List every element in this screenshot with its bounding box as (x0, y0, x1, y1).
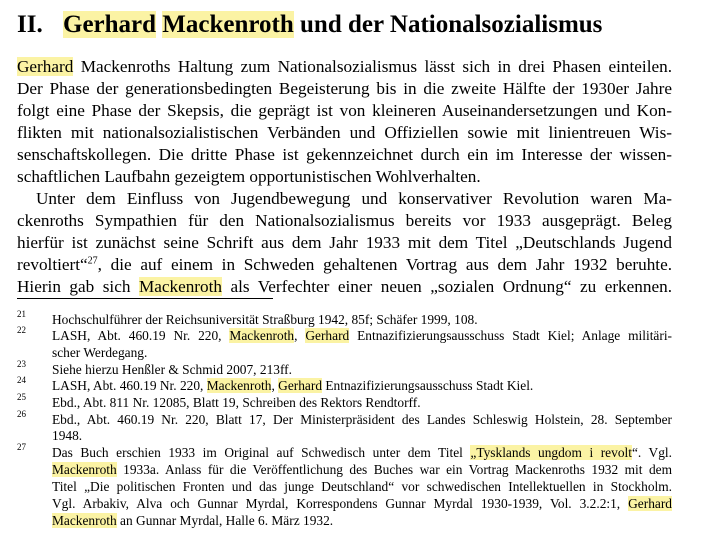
footnote-number: 26 (17, 409, 26, 419)
paragraph-2-line-5 (17, 276, 672, 298)
footnote-23-text: Siehe hierzu Henßler & Schmid 2007, 213ff. (52, 362, 292, 377)
footnote-22-line-1 (52, 327, 672, 344)
footnote-22-line-2: scher Werdegang. (52, 345, 148, 360)
text-run: Entnazifizierungsausschuss Stadt Kiel; Anlage militäri- (349, 328, 673, 343)
text-run: , die auf einem in Schweden gehaltenen Vortrag aus dem Jahr 1932 beruhte. (97, 255, 672, 274)
text-run: “. Vgl. (631, 445, 672, 460)
highlight-term: Mackenroth (138, 277, 222, 296)
text-run: , (271, 378, 279, 393)
paragraph-1-line-2: Der Phase der generationsbedingten Begeisterung bis in die zweite Hälfte der 1930er Jahre (17, 79, 672, 98)
footnote-number: 27 (17, 442, 26, 452)
footnote-26-line-2: 1948. (52, 428, 83, 443)
footnote-ref-27[interactable]: 27 (87, 255, 98, 267)
paragraph-2-line-3: hierfür ist zunächst seine Schrift aus dem Jahr 1933 mit dem Titel „Deutschlands Jugend (17, 233, 672, 252)
paragraph-1-line-6: schaftlichen Laufbahn gezeigtem opportunistischen Wohlverhalten. (17, 167, 481, 186)
highlight-term: Mackenroth (52, 462, 117, 477)
paragraph-1-line-4: flikten mit nationalsozialistischen Verbänden und Offiziellen sowie mit linientreuen Wis- (17, 123, 672, 142)
paragraph-2-line-2: ckenroths Sympathien für den Nationalsozialismus bereits vor 1933 ausgeprägt. Beleg (17, 211, 672, 230)
text-run: Hierin gab sich (17, 277, 139, 296)
highlight-term: Gerhard (305, 328, 350, 343)
heading-rest: und der Nationalsozialismus (293, 11, 603, 38)
highlight-term: Gerhard (278, 378, 323, 393)
section-number: II. (17, 11, 43, 38)
text-run: 1933a. Anlass für die Veröffentlichung des Buches war ein Vortrag Mackenroths 1932 mit dem (116, 462, 672, 477)
footnote-25-text: Ebd., Abt. 811 Nr. 12085, Blatt 19, Schreiben des Rektors Rendtorff. (52, 395, 421, 410)
footnote-27-line-3: Titel „Die politischen Fronten und das junge Deutschland“ vor schwedischen Intellektuellen in Stockholm. (52, 479, 672, 494)
footnote-21-text: Hochschulführer der Reichsuniversität Straßburg 1942, 85f; Schäfer 1999, 108. (52, 312, 478, 327)
footnote-divider (17, 298, 273, 299)
highlight-term: Mackenroth (206, 378, 272, 393)
footnote-24-text (52, 377, 672, 394)
footnote-number: 23 (17, 359, 26, 369)
footnote-27-line-4 (52, 495, 672, 512)
text-run: Mackenroths Haltung zum Nationalsozialismus lässt sich in drei Phasen einteilen. (73, 57, 672, 76)
section-heading (17, 8, 697, 42)
footnote-number: 24 (17, 375, 26, 385)
footnote-number: 22 (17, 325, 26, 335)
footnote-27-line-2 (52, 461, 672, 478)
text-run: LASH, Abt. 460.19 Nr. 220, (52, 328, 230, 343)
text-run: Vgl. Arbakiv, Alva och Gunnar Myrdal, Korrespondens Gunnar Myrdal 1930-1939, Vol. 3.2.2:1, (52, 496, 629, 511)
footnote-number: 21 (17, 309, 26, 319)
highlight-term: Gerhard (628, 496, 672, 511)
highlight-term: Mackenroth (229, 328, 295, 343)
paragraph-1-line-5: senschaftskollegen. Die dritte Phase ist gekennzeichnet durch ein im Interesse der wissen- (17, 145, 672, 164)
text-run: revoltiert“ (17, 255, 88, 274)
footnote-27-line-5 (52, 512, 672, 529)
text-run: Entnazifizierungsausschuss Stadt Kiel. (322, 378, 534, 393)
footnote-27-line-1 (52, 444, 672, 461)
highlight-term: Gerhard (17, 57, 74, 76)
highlight-name-last: Mackenroth (162, 11, 294, 38)
footnote-number: 25 (17, 392, 26, 402)
text-run: Das Buch erschien 1933 im Original auf Schwedisch unter dem Titel (52, 445, 471, 460)
text-run: an Gunnar Myrdal, Halle 6. März 1932. (116, 513, 334, 528)
text-run: LASH, Abt. 460.19 Nr. 220, (52, 378, 207, 393)
paragraph-2-line-4 (17, 254, 672, 276)
paragraph-1-line-1 (17, 56, 672, 78)
text-run: , (294, 328, 306, 343)
paragraph-1-line-3: folgt eine Phase der Skepsis, die geprägt ist von kleineren Auseinandersetzungen und Kon- (17, 101, 672, 120)
footnote-26-line-1: Ebd., Abt. 460.19 Nr. 220, Blatt 17, Der Ministerpräsident des Landes Schleswig Holstein, 28. September (52, 412, 672, 427)
highlight-term: Mackenroth (52, 513, 117, 528)
highlight-name-first: Gerhard (63, 11, 157, 38)
text-run: als Verfechter einer neuen „sozialen Ordnung“ zu erkennen. (222, 277, 672, 296)
highlight-term: „Tysklands ungdom i revolt (470, 445, 632, 460)
paragraph-2-line-1: Unter dem Einfluss von Jugendbewegung und konservativer Revolution waren Ma- (36, 189, 672, 208)
